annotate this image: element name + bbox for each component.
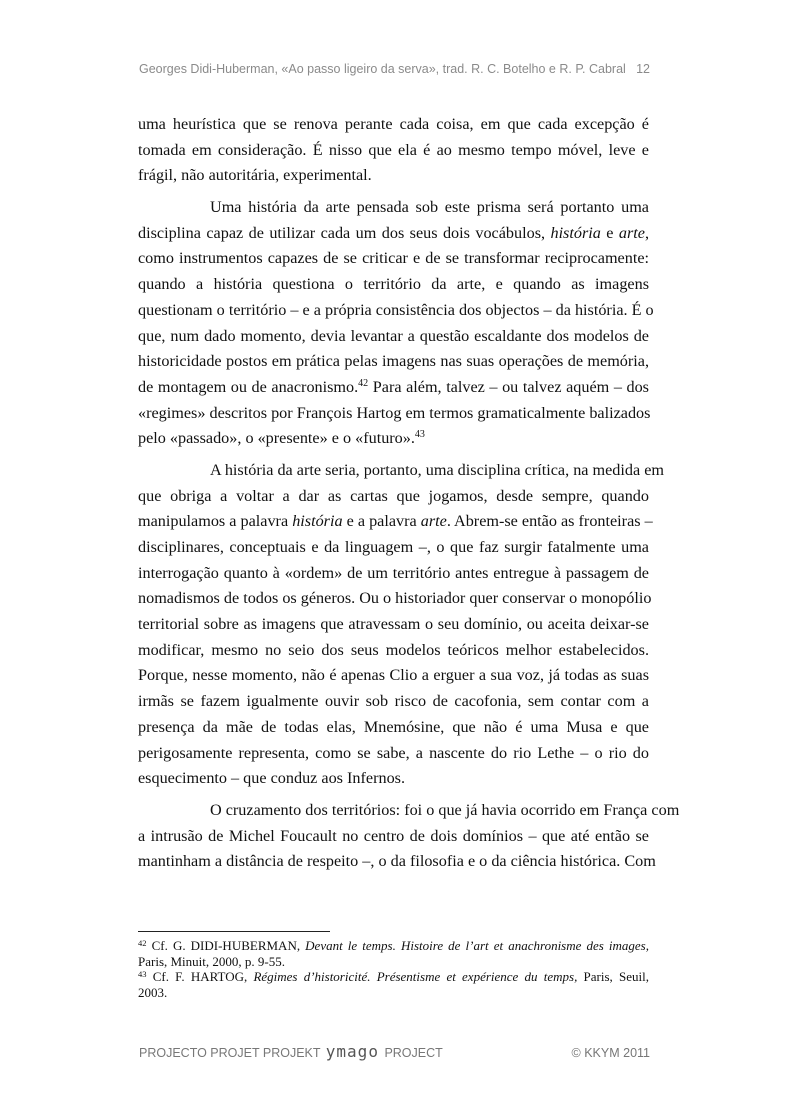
text-segment: presença da mãe de todas elas, Mnemósine, que não é uma Musa e que [138, 717, 649, 736]
text-segment: perigosamente representa, como se sabe, a nascente do rio Lethe – o rio do [138, 743, 649, 762]
text-segment: pelo «passado», o «presente» e o «futuro». [138, 429, 415, 448]
footnote [138, 938, 649, 969]
text-segment: Porque, nesse momento, não é apenas Clio a erguer a sua voz, já todas as suas [138, 666, 649, 685]
text-segment: irmãs se fazem igualmente ouvir sob risco de cacofonia, sem contar com a [138, 692, 649, 711]
text-line [138, 484, 649, 510]
text-line [138, 401, 649, 427]
footer-project [139, 1042, 443, 1061]
paragraph [138, 458, 664, 792]
text-segment: e a palavra [342, 512, 421, 531]
text-line [138, 985, 649, 1001]
italic-text: Régimes d’historicité. Présentisme et expérience du temps, [253, 969, 578, 984]
text-line [138, 246, 649, 272]
text-line [138, 138, 649, 164]
paragraph [138, 798, 680, 875]
text-line [138, 798, 680, 824]
text-line [138, 509, 653, 535]
text-line [138, 715, 649, 741]
ymago-logo: ymago [325, 1042, 379, 1061]
text-line [138, 689, 649, 715]
text-segment: disciplinares, conceptuais e da linguagem –, o que faz surgir fatalmente uma [138, 538, 649, 556]
footnote-separator [138, 931, 330, 932]
text-segment: de montagem ou de anacronismo. [138, 377, 359, 396]
text-line [138, 849, 656, 875]
text-line [138, 766, 649, 792]
text-line [138, 954, 649, 970]
text-line [138, 969, 649, 985]
text-line [138, 324, 649, 350]
italic-text: arte [420, 512, 447, 531]
text-segment: Paris, Seuil, [577, 969, 649, 984]
text-segment: 2003. [138, 984, 168, 1000]
page-number: 12 [636, 62, 650, 76]
text-line [138, 938, 649, 954]
text-segment: interrogação quanto à «ordem» de um território antes entregue à passagem de [138, 563, 649, 582]
text-segment: que obriga a voltar a dar as cartas que jogamos, desde sempre, quando [138, 486, 649, 505]
text-line [138, 586, 652, 612]
text-line [138, 272, 649, 298]
running-title: Georges Didi-Huberman, «Ao passo ligeiro da serva», trad. R. C. Botelho e R. P. Cabral [139, 62, 626, 76]
text-segment: frágil, não autoritária, experimental. [138, 166, 372, 185]
footer-project-suffix: PROJECT [384, 1046, 443, 1060]
text-segment: Cf. G. DIDI-HUBERMAN, [146, 938, 306, 953]
italic-text: história [292, 512, 343, 531]
text-line [138, 163, 649, 189]
paragraph [138, 112, 649, 189]
text-line [138, 298, 654, 324]
text-segment: tomada em consideração. É nisso que ela é ao mesmo tempo móvel, leve e [138, 140, 649, 159]
text-line [138, 195, 649, 221]
text-segment: mantinham a distância de respeito –, o da filosofia e o da ciência histórica. Com [138, 852, 656, 871]
paragraph [138, 195, 654, 452]
text-segment: , [644, 223, 649, 242]
footnote-reference: 43 [414, 429, 425, 441]
text-segment: Cf. F. HARTOG, [146, 969, 254, 984]
text-segment: questionam o território – e a própria consistência dos objectos – da história. É o [138, 300, 654, 319]
footnote-reference: 43 [138, 969, 147, 979]
footnote-reference: 42 [138, 938, 147, 948]
text-line [138, 349, 649, 375]
text-segment: O cruzamento dos territórios: foi o que já havia ocorrido em França com [210, 800, 680, 819]
footnote-reference: 42 [358, 377, 369, 389]
text-line [138, 561, 649, 587]
italic-text: arte [618, 223, 645, 242]
text-segment: Uma história da arte pensada sob este prisma será portanto uma [210, 198, 649, 217]
text-segment: nomadismos de todos os géneros. Ou o historiador quer conservar o monopólio [138, 589, 652, 608]
text-line [138, 458, 664, 484]
footer-project-text: PROJECTO PROJET PROJEKT [139, 1046, 321, 1060]
text-segment: Paris, Minuit, 2000, p. 9-55. [138, 953, 285, 969]
text-segment: «regimes» descritos por François Hartog em termos gramaticalmente balizados [138, 403, 651, 422]
text-line [138, 663, 649, 689]
text-line [138, 741, 649, 767]
text-segment: uma heurística que se renova perante cada coisa, em que cada excepção é [138, 115, 649, 133]
footnotes [138, 938, 649, 1000]
text-line [138, 535, 649, 561]
text-segment: quando a história questiona o território da arte, e quando as imagens [138, 275, 649, 294]
text-line [138, 638, 649, 664]
text-segment: manipulamos a palavra [138, 512, 293, 531]
text-line [138, 612, 649, 638]
copyright: © KKYM 2011 [571, 1046, 650, 1060]
text-line [138, 221, 649, 247]
text-segment: a intrusão de Michel Foucault no centro de dois domínios – que até então se [138, 826, 649, 845]
italic-text: Devant le temps. Histoire de l’art et anachronisme des images, [305, 938, 649, 953]
text-segment: A história da arte seria, portanto, uma disciplina crítica, na medida em [210, 460, 664, 479]
text-segment: Para além, talvez – ou talvez aquém – dos [368, 377, 649, 396]
text-segment: . Abrem-se então as fronteiras – [446, 512, 653, 531]
text-segment: disciplina capaz de utilizar cada um dos seus dois vocábulos, [138, 223, 551, 242]
text-segment: territorial sobre as imagens que atravessam o seu domínio, ou aceita deixar-se [138, 615, 649, 634]
text-segment: que, num dado momento, devia levantar a questão escaldante dos modelos de [138, 326, 649, 345]
text-segment: historicidade postos em prática pelas imagens nas suas operações de memória, [138, 352, 649, 371]
running-header [139, 62, 650, 76]
text-line [138, 375, 649, 401]
italic-text: história [550, 223, 601, 242]
text-line [138, 426, 649, 452]
footnote [138, 969, 649, 1000]
body-text [138, 112, 680, 875]
text-line [138, 112, 649, 138]
text-segment: modificar, mesmo no seio dos seus modelos teóricos melhor estabelecidos. [138, 640, 649, 659]
text-segment: como instrumentos capazes de se criticar e de se transformar reciprocamente: [138, 249, 649, 268]
page-footer [139, 1042, 650, 1061]
text-segment: esquecimento – que conduz aos Infernos. [138, 769, 406, 788]
text-line [138, 824, 649, 850]
text-segment: e [600, 223, 619, 242]
